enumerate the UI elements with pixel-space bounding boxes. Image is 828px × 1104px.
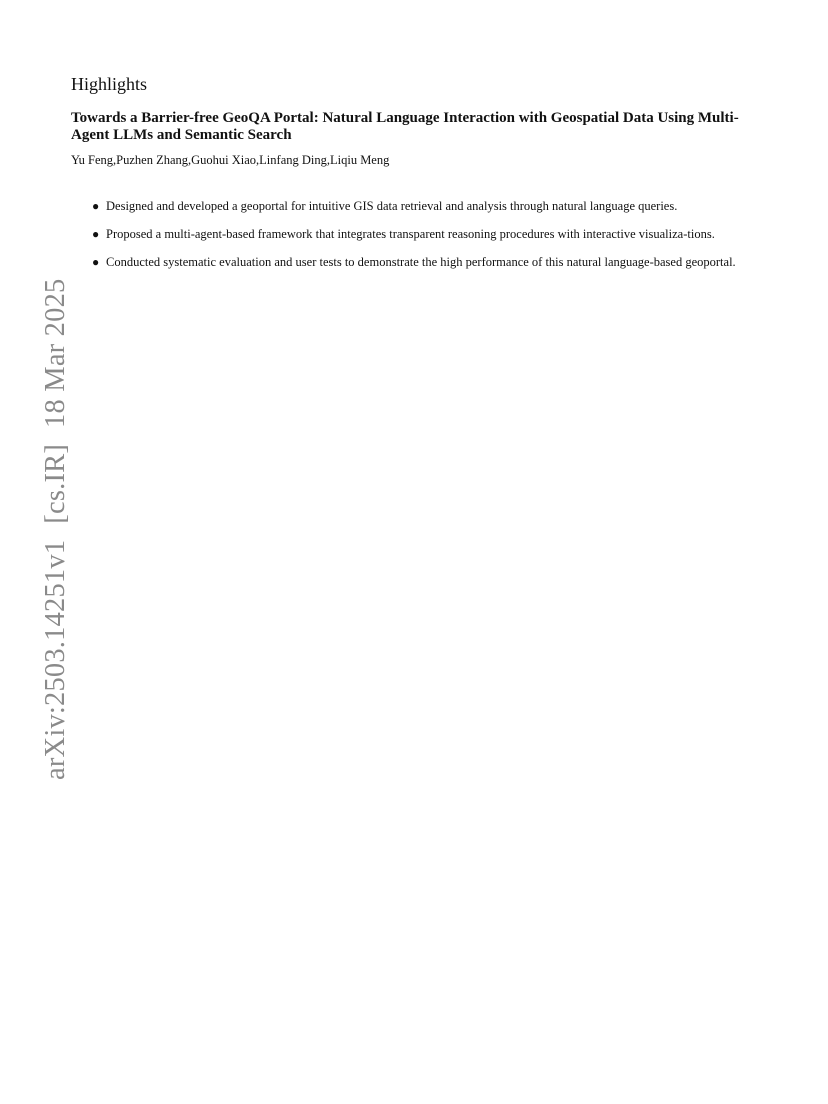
highlights-list [90,197,758,281]
bullet-icon: ● [92,255,100,269]
arxiv-id: arXiv:2503.14251v1 [40,539,71,780]
highlight-item [90,197,758,215]
arxiv-category: [cs.IR] [40,443,71,524]
arxiv-date: 18 Mar 2025 [40,278,71,428]
highlight-text: Conducted systematic evaluation and user tests to demonstrate the high performance of this natural language-based geoportal. [106,255,736,269]
highlight-text: Designed and developed a geoportal for intuitive GIS data retrieval and analysis through natural language queries. [106,199,678,213]
bullet-icon: ● [92,227,100,241]
section-heading: Highlights [71,74,148,94]
highlight-item [90,225,758,243]
paper-title: Towards a Barrier-free GeoQA Portal: Natural Language Interaction with Geospatial Data Using Multi-Agent LLMs and Semantic Search [71,110,739,143]
bullet-icon: ● [92,199,100,213]
author-list: Yu Feng,Puzhen Zhang,Guohui Xiao,Linfang Ding,Liqiu Meng [71,153,390,167]
arxiv-identifier-stamp [40,279,72,780]
highlight-item [90,253,758,271]
highlight-text: Proposed a multi-agent-based framework that integrates transparent reasoning procedures with interactive visualiza-tions. [106,227,715,241]
